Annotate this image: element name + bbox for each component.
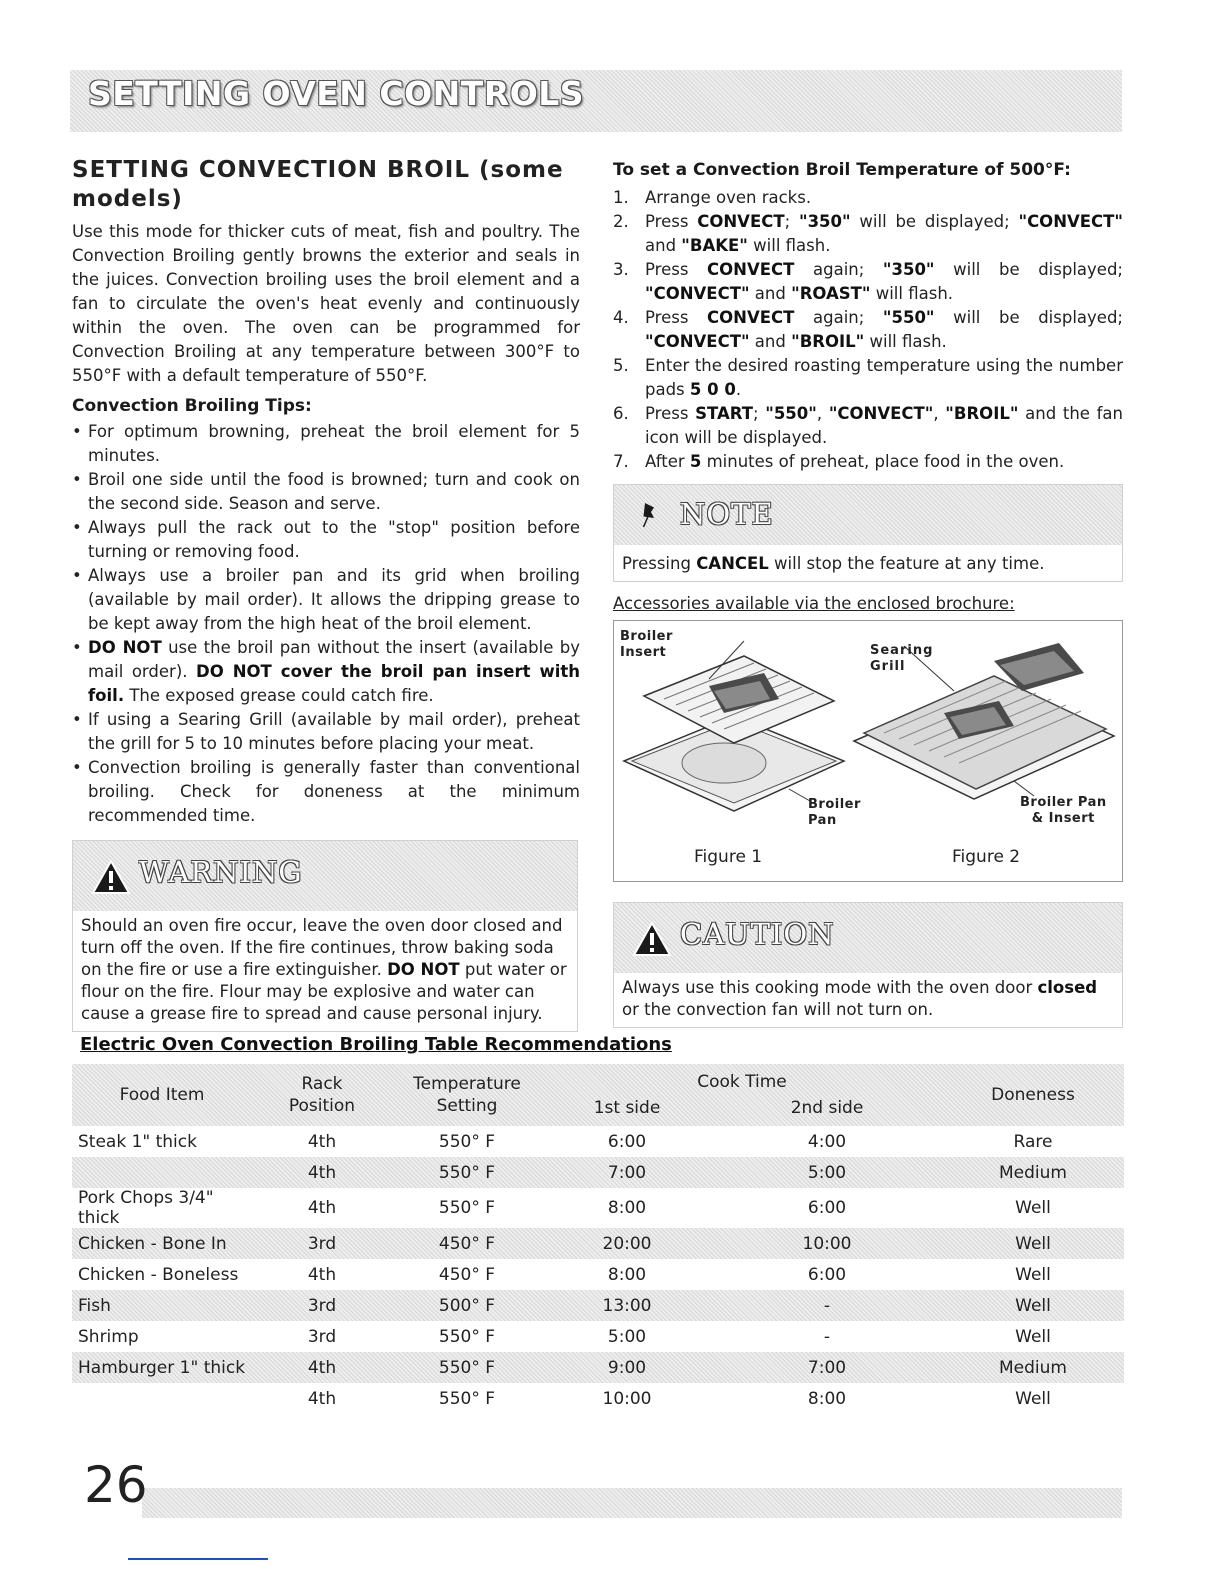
tip-item: • Broil one side until the food is browned; turn and cook on the second side. Season and serve.: [72, 468, 580, 516]
note-text-part: Pressing: [622, 554, 697, 573]
note-text: [614, 545, 1122, 581]
step-key: "CONVECT": [645, 332, 750, 351]
table-cell-temp: 550° F: [438, 1388, 496, 1409]
step-key: CONVECT: [697, 212, 785, 231]
table-cell-done: Well: [1015, 1264, 1051, 1285]
right-column: [613, 158, 1123, 1028]
step-number: 5.: [613, 356, 629, 375]
label-line: & Insert: [1031, 811, 1095, 826]
header-text: Position: [288, 1096, 356, 1116]
table-row: [72, 1157, 1124, 1188]
table-cell-done: Medium: [999, 1357, 1067, 1378]
caution-triangle-icon: [632, 921, 672, 957]
step-text: Press: [645, 260, 708, 279]
step-text: Press: [645, 212, 698, 231]
step-item: [613, 306, 1123, 354]
step-number: 6.: [613, 404, 629, 423]
table-row: [72, 1321, 1124, 1352]
step-key: "350": [798, 212, 851, 231]
label-line: Grill: [870, 659, 906, 674]
table-cell-rack: 4th: [307, 1388, 337, 1409]
header-text: Temperature: [413, 1074, 521, 1094]
label-line: Broiler: [808, 797, 861, 812]
step-key: "550": [765, 404, 817, 423]
header-text: Cook Time: [697, 1072, 787, 1092]
note-panel: [613, 484, 1123, 582]
left-column: [72, 156, 580, 1032]
broiler-pan-insert-label: [1020, 795, 1107, 827]
header-rack: [252, 1064, 392, 1126]
step-text: Enter the desired roasting temperature using the number pads: [645, 356, 1123, 399]
header-text: Setting: [436, 1096, 498, 1116]
table-cell-temp: 450° F: [438, 1233, 496, 1254]
searing-grill-label: [870, 643, 933, 675]
warning-text: [73, 911, 577, 1031]
step-number: 7.: [613, 452, 629, 471]
step-number: 1.: [613, 188, 629, 207]
broiling-table: [72, 1064, 1124, 1414]
step-text: will be displayed;: [934, 260, 1123, 279]
caution-panel: [613, 902, 1123, 1028]
header-text: Food Item: [119, 1085, 205, 1105]
steps-list: [613, 186, 1123, 474]
table-cell-done: Rare: [1013, 1131, 1053, 1152]
step-key: "CONVECT": [828, 404, 934, 423]
step-text: ;: [752, 404, 766, 423]
step-item: [613, 354, 1123, 402]
caution-text-part: or the convection fan will not turn on.: [622, 1000, 934, 1019]
step-item: [613, 258, 1123, 306]
table-cell-s1: 7:00: [607, 1162, 647, 1183]
header-text: 1st side: [593, 1098, 661, 1118]
footer-band: [72, 1488, 1122, 1518]
table-cell-s2: 6:00: [807, 1198, 847, 1218]
table-cell-rack: 3rd: [307, 1295, 337, 1316]
warning-emphasis: DO NOT: [387, 960, 460, 979]
tip-item: [72, 636, 580, 708]
step-key: 5 0 0: [689, 380, 736, 399]
table-cell-rack: 3rd: [307, 1326, 337, 1347]
tip-item: • For optimum browning, preheat the broil element for 5 minutes.: [72, 420, 580, 468]
table-cell-done: Well: [1015, 1198, 1051, 1218]
table-cell-rack: 4th: [307, 1198, 337, 1218]
table-cell-rack: 4th: [307, 1357, 337, 1378]
table-cell-s2: 6:00: [807, 1264, 847, 1285]
table-cell-food: Shrimp: [78, 1326, 139, 1347]
table-cell-food: Pork Chops 3/4" thick: [78, 1188, 214, 1228]
accessories-figure: [613, 620, 1123, 882]
table-row: [72, 1352, 1124, 1383]
table-cell-food: Steak 1" thick: [78, 1131, 197, 1152]
table-cell-s1: 8:00: [607, 1264, 647, 1285]
tip-item: • If using a Searing Grill (available by mail order), preheat the grill for 5 to 10 minutes before placing your meat.: [72, 708, 580, 756]
step-key: "ROAST": [791, 284, 871, 303]
table-row: [72, 1383, 1124, 1414]
warning-triangle-icon: [91, 859, 131, 895]
step-text: will flash.: [870, 284, 954, 303]
step-key: "550": [882, 308, 935, 327]
step-key: START: [695, 404, 753, 423]
step-item: [613, 186, 1123, 210]
table-cell-done: Well: [1015, 1326, 1051, 1347]
table-title: Electric Oven Convection Broiling Table Recommendations: [80, 1034, 672, 1055]
broiler-pan-illustration: [614, 621, 1124, 883]
note-text-part: will stop the feature at any time.: [768, 554, 1045, 573]
step-number: 3.: [613, 260, 629, 279]
table-cell-rack: 4th: [307, 1131, 337, 1152]
header-cook-time: [542, 1064, 942, 1126]
table-cell-temp: 550° F: [438, 1198, 496, 1218]
table-cell-temp: 550° F: [438, 1357, 496, 1378]
warning-title: WARNING: [139, 855, 303, 889]
table-row: [72, 1188, 1124, 1228]
table-header-row: [72, 1064, 1124, 1126]
steps-title: To set a Convection Broil Temperature of 500°F:: [613, 160, 1071, 180]
note-banner: [614, 485, 1122, 545]
page-number: 26: [84, 1456, 148, 1514]
tip-item: • Always pull the rack out to the "stop" position before turning or removing food.: [72, 516, 580, 564]
step-item: [613, 210, 1123, 258]
step-text: and: [645, 236, 682, 255]
step-key: CONVECT: [707, 260, 795, 279]
table-cell-s2: -: [823, 1326, 831, 1347]
step-text: and: [749, 284, 792, 303]
table-cell-s1: 9:00: [607, 1357, 647, 1378]
note-emphasis: CANCEL: [696, 554, 769, 573]
table-cell-done: Well: [1015, 1388, 1051, 1409]
accessories-heading: Accessories available via the enclosed brochure:: [613, 594, 1015, 613]
tips-title: Convection Broiling Tips:: [72, 396, 312, 416]
step-text: again;: [794, 260, 883, 279]
step-text: will flash.: [864, 332, 947, 351]
table-cell-s1: 20:00: [602, 1233, 652, 1254]
table-row: [72, 1228, 1124, 1259]
table-cell-s2: 5:00: [807, 1162, 847, 1183]
tip-item: • Always use a broiler pan and its grid when broiling (available by mail order). It allows the dripping grease to be kept away from the high heat of the broil element.: [72, 564, 580, 636]
note-title: NOTE: [680, 497, 774, 531]
caution-text-part: Always use this cooking mode with the oven door: [622, 978, 1038, 997]
table-cell-s1: 10:00: [602, 1388, 652, 1409]
step-text: Arrange oven racks.: [645, 188, 812, 207]
table-cell-temp: 550° F: [438, 1131, 496, 1152]
step-key: "BROIL": [945, 404, 1019, 423]
warning-banner: [73, 841, 577, 911]
step-key: "BAKE": [681, 236, 748, 255]
pushpin-icon: [636, 497, 666, 533]
intro-paragraph: Use this mode for thicker cuts of meat, fish and poultry. The Convection Broiling gently browns the exterior and seals in the juices. Convection broiling uses the broil element and a fan to circulate the oven's heat evenly and continuously within the oven. The oven can be programmed for Convection Broiling at any temperature between 300°F to 550°F with a default temperature of 550°F.: [72, 222, 580, 385]
header-temp: [392, 1064, 542, 1126]
step-text: After: [645, 452, 690, 471]
table-cell-rack: 3rd: [307, 1233, 337, 1254]
table-cell-food: Chicken - Boneless: [78, 1264, 239, 1285]
table-cell-temp: 550° F: [438, 1162, 496, 1183]
figure-2-caption: Figure 2: [952, 847, 1021, 867]
table-row: [72, 1259, 1124, 1290]
table-cell-food: [72, 1157, 252, 1188]
caution-banner: [614, 903, 1122, 973]
caution-text: [614, 973, 1122, 1027]
table-cell-s2: 7:00: [807, 1357, 847, 1378]
step-text: .: [735, 380, 742, 399]
step-item: [613, 450, 1123, 474]
broiler-pan-label: [808, 797, 861, 829]
table-cell-food: Hamburger 1" thick: [78, 1357, 246, 1378]
step-key: "CONVECT": [645, 284, 750, 303]
table-cell-food: [72, 1383, 252, 1414]
table-cell-s1: 5:00: [607, 1326, 647, 1347]
figure-1-caption: Figure 1: [694, 847, 763, 867]
table-cell-temp: 450° F: [438, 1264, 496, 1285]
warning-panel: [72, 840, 578, 1032]
tip-emphasis: DO NOT: [88, 638, 162, 657]
label-line: Insert: [620, 645, 667, 660]
table-cell-s1: 6:00: [607, 1131, 647, 1152]
page-title: SETTING OVEN CONTROLS: [88, 74, 585, 113]
header-sides: [542, 1097, 942, 1119]
step-text: ,: [933, 404, 946, 423]
tips-list: [72, 420, 580, 828]
section-title: SETTING CONVECTION BROIL (some models): [72, 157, 564, 212]
tip-emphasis: DO NOT cover the broil pan insert with foil.: [88, 662, 581, 705]
warning-text-part: put water or flour on the fire. Flour may be explosive and water can cause a grease fire to spread and cause personal injury.: [81, 960, 567, 1023]
step-text: Press: [645, 308, 708, 327]
table-cell-done: Well: [1015, 1295, 1051, 1316]
footer-line: [128, 1558, 268, 1560]
table-cell-s1: 13:00: [602, 1295, 652, 1316]
step-key: "CONVECT": [1018, 212, 1124, 231]
table-cell-temp: 550° F: [438, 1326, 496, 1347]
table-row: [72, 1126, 1124, 1157]
tip-text: The exposed grease could catch fire.: [124, 686, 434, 705]
warning-text-part: Should an oven fire occur, leave the oven door closed and turn off the oven. If the fire continues, throw baking soda on the fire or use a fire extinguisher.: [81, 916, 563, 979]
table-row: [72, 1290, 1124, 1321]
step-key: "BROIL": [791, 332, 865, 351]
table-cell-done: Well: [1015, 1233, 1051, 1254]
table-cell-s2: -: [823, 1295, 831, 1316]
table-cell-s1: 8:00: [607, 1198, 647, 1218]
header-food: [72, 1064, 252, 1126]
label-line: Searing: [870, 643, 934, 658]
table-cell-done: Medium: [999, 1162, 1067, 1183]
table-cell-temp: 500° F: [438, 1295, 496, 1316]
tip-text: use the broil pan without the insert (available by mail order).: [88, 638, 580, 681]
step-text: and: [749, 332, 792, 351]
step-text: ;: [784, 212, 799, 231]
table-cell-rack: 4th: [307, 1264, 337, 1285]
step-text: will flash.: [747, 236, 831, 255]
step-text: ,: [816, 404, 829, 423]
step-item: [613, 402, 1123, 450]
step-text: and the fan icon will be displayed.: [645, 404, 1124, 447]
table-cell-s2: 4:00: [807, 1131, 847, 1152]
step-key: 5: [689, 452, 702, 471]
step-text: minutes of preheat, place food in the oven.: [701, 452, 1065, 471]
step-text: again;: [794, 308, 883, 327]
label-line: Pan: [808, 813, 837, 828]
table-cell-s2: 8:00: [807, 1388, 847, 1409]
label-line: Broiler Pan: [1020, 795, 1107, 810]
step-key: CONVECT: [707, 308, 795, 327]
header-text: 2nd side: [790, 1098, 864, 1118]
step-text: will be displayed;: [934, 308, 1123, 327]
table-body: [72, 1126, 1124, 1414]
caution-title: CAUTION: [680, 917, 835, 951]
header-text: Doneness: [991, 1085, 1075, 1105]
table-cell-rack: 4th: [307, 1162, 337, 1183]
step-number: 4.: [613, 308, 629, 327]
header-text: Rack: [301, 1074, 343, 1094]
step-key: "350": [882, 260, 935, 279]
table-cell-s2: 10:00: [802, 1233, 852, 1254]
label-line: Broiler: [620, 629, 673, 644]
table-cell-food: Fish: [78, 1295, 111, 1316]
caution-emphasis: closed: [1037, 978, 1098, 997]
tip-item: • Convection broiling is generally faster than conventional broiling. Check for doneness at the minimum recommended time.: [72, 756, 580, 828]
step-number: 2.: [613, 212, 629, 231]
table-cell-food: Chicken - Bone In: [78, 1233, 227, 1254]
header-band: [70, 70, 1122, 132]
step-text: Press: [645, 404, 696, 423]
header-doneness: [942, 1064, 1124, 1126]
step-text: will be displayed;: [850, 212, 1019, 231]
broiler-insert-label: [620, 629, 673, 661]
